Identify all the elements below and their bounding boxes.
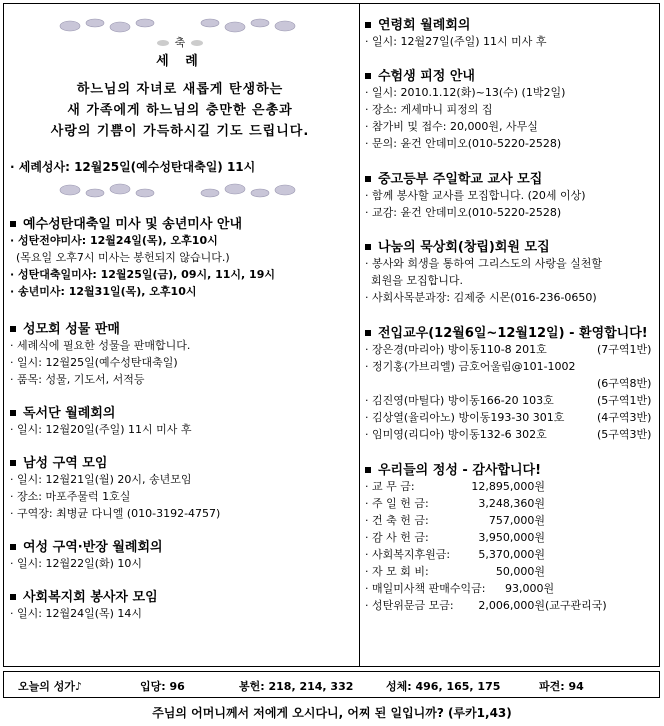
floral-garland-icon	[50, 180, 305, 200]
square-bullet-icon	[365, 73, 371, 79]
section-title: 전입교우(12월6일~12월12일) - 환영합니다!	[365, 322, 648, 341]
square-bullet-icon	[365, 467, 371, 473]
info-line: · 일시: 12월27일(주일) 11시 미사 후	[365, 35, 547, 48]
info-line: · 사회사목분과장: 김제중 시몬(016-236-0650)	[365, 291, 597, 304]
parishioner-row: · 정기홍(가브리엘) 금호어울림@101-1002	[365, 360, 576, 373]
square-bullet-icon	[10, 460, 16, 466]
info-line: (목요일 오후7시 미사는 봉헌되지 않습니다.)	[16, 251, 230, 264]
square-bullet-icon	[10, 594, 16, 600]
blessing-line: 사랑의 기쁨이 가득하시길 기도 드립니다.	[50, 124, 310, 139]
square-bullet-icon	[365, 330, 371, 336]
info-line: · 송년미사: 12월31일(목), 오후10시	[10, 285, 197, 298]
section-title: 연령회 월례회의	[365, 14, 547, 33]
hymn-bar	[3, 671, 660, 698]
info-line: · 일시: 12월20일(주일) 11시 미사 후	[10, 423, 192, 436]
section-lectors-meeting	[10, 402, 192, 438]
info-line: · 성탄전야미사: 12월24일(목), 오후10시	[10, 234, 218, 247]
section-title: 중고등부 주일학교 교사 모집	[365, 168, 586, 187]
section-title: 우리들의 정성 - 감사합니다!	[365, 459, 607, 478]
communion-hymn: 성체: 496, 165, 175	[386, 680, 501, 693]
section-holy-items-sale	[10, 318, 190, 388]
blessing-line: 새 가족에게 하느님의 충만한 은총과	[67, 103, 293, 118]
info-line: · 장소: 게세마니 피정의 집	[365, 103, 493, 116]
square-bullet-icon	[10, 544, 16, 550]
blessing-title: 세 례	[156, 54, 204, 69]
hymns-label: 오늘의 성가♪	[18, 680, 82, 693]
square-bullet-icon	[10, 221, 16, 227]
section-social-welfare	[10, 586, 158, 622]
dismissal-hymn: 파견: 94	[539, 680, 584, 693]
offering-row: · 매일미사책 판매수익금: 93,000원	[365, 582, 555, 595]
info-line: · 참가비 및 접수: 20,000원, 사무실	[365, 120, 538, 133]
baptism-schedule: · 세례성사: 12월25일(예수성탄대축일) 11시	[10, 160, 256, 174]
entrance-hymn: 입당: 96	[140, 680, 185, 693]
section-funeral-society	[365, 14, 547, 50]
info-line: · 일시: 2010.1.12(화)~13(수) (1박2일)	[365, 86, 566, 99]
info-line: · 일시: 12월22일(화) 10시	[10, 557, 143, 570]
section-title: 수험생 피정 안내	[365, 65, 565, 84]
blessing-line: 하느님의 자녀로 새롭게 탄생하는	[76, 82, 284, 97]
section-title: 남성 구역 모임	[10, 452, 220, 471]
info-line: · 일시: 12월24일(목) 14시	[10, 607, 143, 620]
info-line: · 봉사와 희생을 통하여 그리스도의 사랑을 실천할	[365, 257, 602, 270]
offering-row: · 건 축 헌 금: 757,000원	[365, 514, 545, 527]
offertory-hymn: 봉헌: 218, 214, 332	[239, 680, 354, 693]
parishioner-row: · 김진영(마틸다) 방이동166-20 103호 (5구역1반)	[365, 394, 652, 407]
baptism-blessing	[10, 8, 350, 198]
celebration-text: 축	[174, 36, 186, 49]
square-bullet-icon	[365, 176, 371, 182]
info-line: · 함께 봉사할 교사를 모집합니다. (20세 이상)	[365, 189, 586, 202]
section-title: 여성 구역·반장 월례회의	[10, 536, 163, 555]
info-line: · 일시: 12월21일(월) 20시, 송년모임	[10, 473, 192, 486]
parishioner-row: (6구역8반)	[597, 377, 652, 390]
section-sharing-meditation	[365, 236, 602, 306]
section-new-parishioners	[365, 322, 652, 443]
section-men-district	[10, 452, 220, 522]
offering-row: · 주 일 헌 금: 3,248,360원	[365, 497, 545, 510]
info-line: · 장소: 마포주물럭 1호실	[10, 490, 131, 503]
info-line: · 문의: 윤건 안데미오(010-5220-2528)	[365, 137, 562, 150]
section-women-district	[10, 536, 163, 572]
square-bullet-icon	[365, 22, 371, 28]
info-line: · 교감: 윤건 안데미오(010-5220-2528)	[365, 206, 562, 219]
section-title: 사회복지회 봉사자 모임	[10, 586, 158, 605]
info-line: · 성탄대축일미사: 12월25일(금), 09시, 11시, 19시	[10, 268, 275, 281]
offering-row: · 성탄위문금 모금: 2,006,000원 (교구관리국)	[365, 599, 607, 612]
floral-garland-icon	[50, 16, 305, 36]
celebration-mark	[10, 34, 350, 50]
leaf-icon	[191, 40, 203, 46]
info-line: 회원을 모집합니다.	[371, 274, 464, 287]
column-divider	[359, 4, 360, 666]
section-title: 독서단 월례회의	[10, 402, 192, 421]
section-christmas-mass	[10, 213, 275, 300]
leaf-icon	[157, 40, 169, 46]
offering-row: · 감 사 헌 금: 3,950,000원	[365, 531, 545, 544]
offering-row: · 사회복지후원금: 5,370,000원	[365, 548, 545, 561]
info-line: · 품목: 성물, 기도서, 서적등	[10, 373, 145, 386]
parishioner-row: · 장은경(마리아) 방이동110-8 201호 (7구역1반)	[365, 343, 652, 356]
square-bullet-icon	[10, 410, 16, 416]
section-offerings	[365, 459, 607, 614]
parishioner-row: · 김상열(율리아노) 방이동193-30 301호 (4구역3반)	[365, 411, 652, 424]
info-line: · 일시: 12월25일(예수성탄대축일)	[10, 356, 178, 369]
info-line: · 세례식에 필요한 성물을 판매합니다.	[10, 339, 191, 352]
section-title: 예수성탄대축일 미사 및 송년미사 안내	[10, 213, 275, 232]
section-title: 성모회 성물 판매	[10, 318, 190, 337]
section-exam-retreat	[365, 65, 565, 152]
offering-row: · 자 모 회 비: 50,000원	[365, 565, 545, 578]
offering-row: · 교 무 금: 12,895,000원	[365, 480, 545, 493]
parishioner-row: · 임미영(리디아) 방이동132-6 302호 (5구역3반)	[365, 428, 652, 441]
section-teacher-recruit	[365, 168, 586, 221]
scripture-verse: 주님의 어머니께서 저에게 오시다니, 어찌 된 일입니까? (루카1,43)	[152, 706, 512, 720]
info-line: · 구역장: 최병균 다니엘 (010-3192-4757)	[10, 507, 221, 520]
section-title: 나눔의 묵상회(창립)회원 모집	[365, 236, 602, 255]
square-bullet-icon	[365, 244, 371, 250]
square-bullet-icon	[10, 326, 16, 332]
